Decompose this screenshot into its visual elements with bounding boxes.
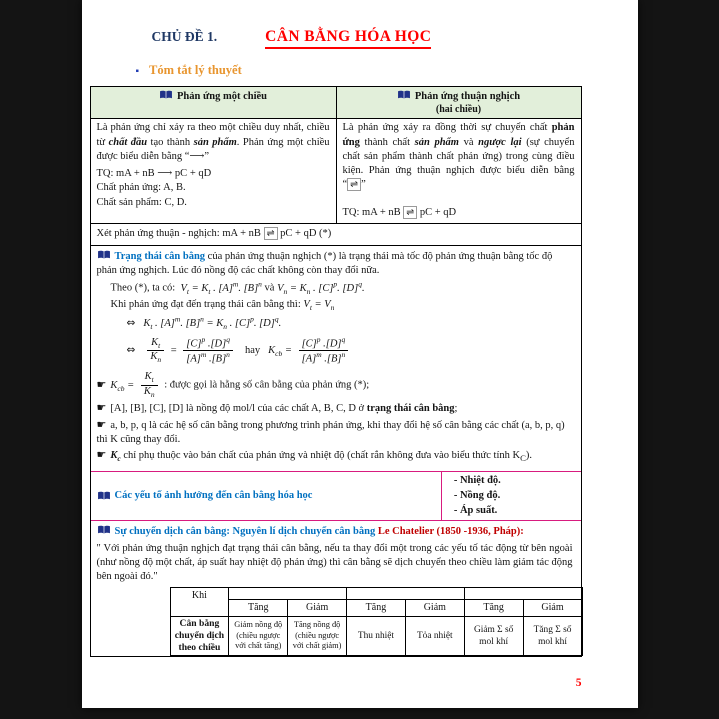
factors-row — [91, 471, 581, 521]
hand-pointer-icon: ☛ — [96, 417, 107, 431]
iff-arrow-icon: ⇔ — [126, 344, 136, 357]
shift-header-cell: Tăng — [229, 600, 288, 617]
factors-list — [441, 472, 581, 520]
fraction: $\frac{[C]^p .[D]^q}{[A]^m .[B]^n}$ — [183, 336, 233, 366]
factor-item: - Nồng độ. — [453, 489, 501, 501]
shift-group-cell — [347, 588, 465, 600]
one-way-paragraph: Là phản ứng chỉ xảy ra theo một chiều duy nhất, chiều từ chất đầu tạo thành sản phẩm. Phản ứng một chiều được biểu diễn bằng “⟶” — [96, 122, 330, 162]
reversible-description-cell — [336, 119, 581, 223]
equilibrium-state-paragraph — [97, 250, 575, 279]
factor-item: - Áp suất. — [453, 504, 498, 516]
rate-equality-line: ⇔ $K_t$ . $[A]^m$. $[B]^n = K_n$ . $[C]^p$. $[D]^q$. — [126, 314, 282, 331]
shift-table-header-row — [170, 600, 582, 617]
shift-header-cell: Tăng — [464, 600, 523, 617]
note-item: ☛ [A], [B], [C], [D] là nồng độ mol/l của các chất A, B, C, D ở trạng thái cân bằng; — [96, 401, 458, 415]
doc-header — [152, 28, 638, 49]
theory-box — [90, 86, 582, 657]
page-title: CÂN BẰNG HÓA HỌC — [265, 28, 431, 49]
one-way-general-equation: TQ: mA + nB ⟶ pC + qD — [96, 168, 212, 180]
comparison-header-row — [91, 87, 581, 118]
fraction: $\frac{[C]^p .[D]^q}{[A]^m .[B]^n}$ — [299, 336, 349, 366]
comparison-body-row — [91, 118, 581, 223]
lechatelier-section — [91, 521, 581, 656]
book-icon — [159, 90, 173, 100]
shift-header-cell: Giảm — [523, 600, 582, 617]
one-way-header-cell — [91, 87, 336, 118]
shift-cell: Tỏa nhiệt — [405, 616, 464, 655]
reversible-header-sub: (hai chiều) — [435, 104, 482, 116]
lechatelier-title-red: Le Chatelier (1850 -1936, Pháp): — [377, 526, 524, 538]
constant-fraction-line: ⇔ $\frac{K_t}{K_n}$ = $\frac{[C]^p .[D]^q}{[A]^m .[B]^n}$ hay $K_{cb}$ = $\frac{[C]^p .[D]^q}{[A]^m .[B]^n}$ — [127, 335, 575, 367]
shift-group-cell — [229, 588, 347, 600]
shift-header-cell: Giảm — [405, 600, 464, 617]
shift-table — [170, 587, 583, 656]
note-item: ☛ $K_c$ chỉ phụ thuộc vào bản chất của phản ứng và nhiệt độ (chất rắn không đưa vào biểu thức tính $K_C$). — [96, 448, 533, 464]
page-footer — [82, 657, 582, 691]
rate-formula-line: Theo (*), ta có: $V_t = K_t$ . $[A]^m$. $[B]^n$ và $V_n = K_n$ . $[C]^p$. $[D]^q$. — [110, 279, 365, 296]
equilibrium-section — [91, 245, 581, 472]
reversible-arrow-icon: ⇌ — [403, 206, 417, 219]
iff-arrow-icon: ⇔ — [126, 316, 136, 329]
reversible-arrow-icon: ⇌ — [264, 227, 278, 240]
reversible-paragraph: Là phản ứng xảy ra đồng thời sự chuyển chất phản ứng thành chất sản phẩm và ngược lại (sự chuyển chất sản phẩm thành chất phản ứng) trong cùng điều kiện. Phản ứng thuận nghịch được biểu diễn bằng “ ⇌ ” — [342, 122, 575, 191]
book-icon — [97, 491, 111, 501]
chapter-label: CHỦ ĐỀ 1. — [151, 29, 218, 44]
book-icon — [97, 525, 111, 535]
shift-cell: Thu nhiệt — [347, 616, 406, 655]
summary-heading: Tóm tắt lý thuyết — [149, 63, 242, 77]
summary-row — [136, 61, 638, 79]
fraction: $\frac{K_t}{K_n}$ — [141, 371, 158, 399]
page-number: 5 — [575, 676, 582, 689]
note-item: ☛ $K_{cb}$ = $\frac{K_t}{K_n}$ : được gọi là hằng số cân bằng của phản ứng (*); — [96, 371, 370, 399]
hand-pointer-icon: ☛ — [96, 401, 107, 415]
note-item: ☛ a, b, p, q là các hệ số cân bằng trong phương trình phản ứng, khi thay đổi hệ số cân bằng các chất (a, b, p, q) thì K cũng thay đổi. — [96, 417, 565, 445]
shift-khi-cell: Khi — [170, 588, 229, 617]
factors-title-cell — [91, 472, 441, 520]
shift-row-label: Cân bằng chuyển dịch theo chiều — [170, 616, 229, 655]
shift-group-cell — [464, 588, 582, 600]
reversible-general-equation: TQ: mA + nB ⇌ pC + qD — [342, 206, 457, 218]
shift-cell: Giảm Σ số mol khí — [464, 616, 523, 655]
equilibrium-state-text: của phản ứng thuận nghịch (*) là trạng thái mà tốc độ phản ứng thuận bằng tốc độ phản ứng nghịch. Lúc đó nồng độ các chất không còn thay đổi nữa. — [96, 250, 553, 276]
hand-pointer-icon: ☛ — [96, 377, 107, 391]
document-page — [82, 0, 638, 708]
reversible-reaction-note: Xét phản ứng thuận - nghịch: mA + nB ⇌ pC + qD (*) — [91, 223, 581, 244]
one-way-products: Chất sản phẩm: C, D. — [96, 196, 187, 208]
reversible-header-label: Phản ứng thuận nghịch — [414, 91, 521, 102]
shift-cell: Giảm nồng độ (chiều ngược với chất tăng) — [229, 616, 288, 655]
hand-pointer-icon: ☛ — [96, 448, 107, 462]
shift-cell: Tăng nồng độ (chiều ngược với chất giảm) — [288, 616, 347, 655]
equilibrium-state-title: Trạng thái cân bằng — [114, 250, 206, 262]
lechatelier-title-blue: Sự chuyển dịch cân bằng: Nguyên lí dịch chuyển cân bằng — [114, 526, 378, 538]
factor-item: - Nhiệt độ. — [453, 475, 501, 487]
factors-title: Các yếu tố ảnh hưởng đến cân bằng hóa học — [114, 490, 313, 502]
equilibrium-condition-line: Khi phản ứng đạt đến trạng thái cân bằng thì: $V_t = V_n$ — [110, 298, 335, 312]
reversible-arrow-icon: ⇌ — [347, 178, 361, 191]
shift-header-cell: Giảm — [288, 600, 347, 617]
fraction: $\frac{K_t}{K_n}$ — [147, 337, 164, 365]
shift-table-top-row — [170, 588, 582, 600]
one-way-reactants: Chất phản ứng: A, B. — [96, 182, 186, 194]
lechatelier-quote: " Với phản ứng thuận nghịch đạt trạng thái cân bằng, nếu ta thay đổi một trong các yếu tố tác động từ bên ngoài (như nồng độ một chất, áp suất hay nhiệt độ phản ứng) thì cân bằng sẽ dịch chuyển theo chiều làm giảm tác động bên ngoài đó." — [96, 542, 573, 583]
lechatelier-title — [91, 524, 581, 540]
book-icon — [397, 90, 411, 100]
square-bullet-icon: ▪ — [135, 66, 140, 77]
reversible-header-cell — [336, 87, 581, 118]
shift-table-data-row — [170, 616, 582, 655]
shift-header-cell: Tăng — [347, 600, 406, 617]
book-icon — [97, 250, 111, 260]
one-way-description-cell — [91, 119, 336, 223]
one-way-header-label: Phản ứng một chiều — [176, 91, 268, 102]
shift-cell: Tăng Σ số mol khí — [523, 616, 582, 655]
